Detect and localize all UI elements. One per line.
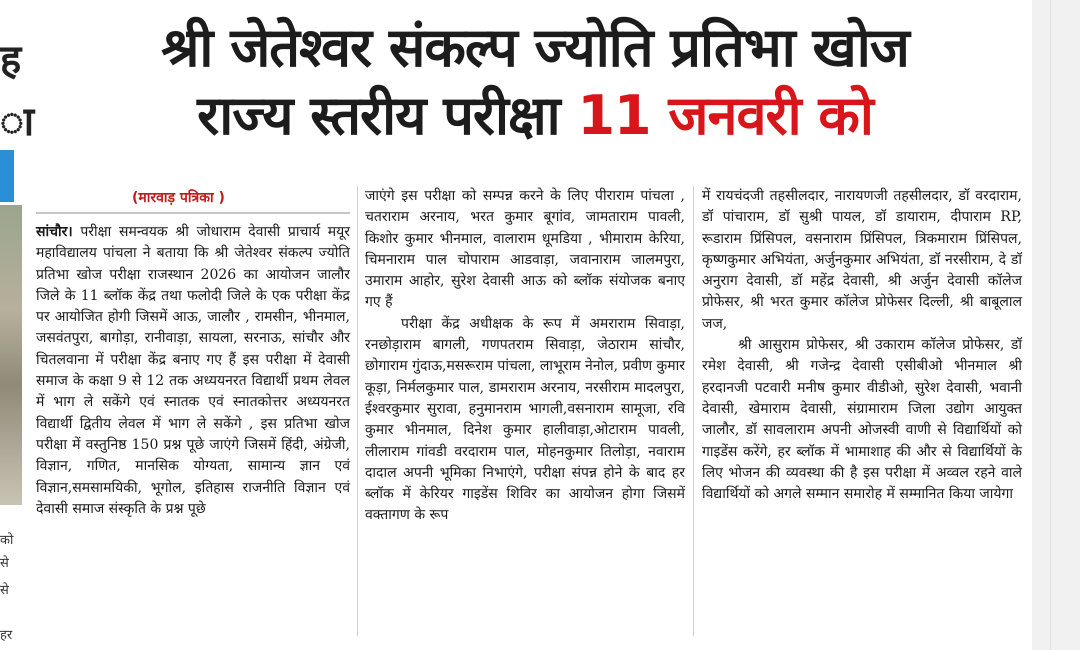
source-row xyxy=(36,186,350,222)
headline-line-2 xyxy=(40,82,1030,150)
article-paragraph: श्री आसुराम प्रोफेसर, श्री उकाराम कॉलेज प्रोफेसर, डॉ रमेश देवासी, श्री गजेन्द्र देवासी एसीबीओ भीनमाल श्री हरदानजी पटवारी मनीष कुमार वीडीओ, सुरेश देवासी, भवानी देवासी, खेमाराम देवासी, संग्रामाराम जिला उद्योग आयुक्त जालौर, डॉ सावलाराम अपनी ओजस्वी वाणी से विद्यार्थियों को गाइडेंस करेंगे, हर ब्लॉक में भामाशाह की और से विद्यार्थियों के लिए भोजन की व्यवस्था की है इस परीक्षा में अव्वल रहने वाले विद्यार्थियों को अगले सम्मान समारोह में सम्मानित किया जायेगा xyxy=(702,337,1022,503)
page-margin xyxy=(1032,0,1080,650)
article-text: परीक्षा समन्वयक श्री जोधाराम देवासी प्राचार्य मयूर महाविद्यालय पांचला ने बताया कि श्री जेतेश्वर संकल्प ज्योति प्रतिभा खोज परीक्षा राजस्थान 2026 का आयोजन जालौर जिले के 11 ब्लॉक केंद्र तथा फलोदी जिले के एक परीक्षा केंद्र पर आयोजित होगी जिसमें आऊ, जालौर , रामसीन, भीनमाल, जसवंतपुरा, बागोड़ा, रानीवाड़ा, सायला, सरनाऊ, सांचौर और चितलवाना में परीक्षा केंद्र बनाए गए हैं इस परीक्षा में देवासी समाज के कक्षा 9 से 12 तक अध्ययनरत विद्यार्थी प्रथम लेवल में भाग ले सकेंगे एवं स्नातक एवं स्नातकोत्तर अध्ययनरत विद्यार्थी द्वितीय लेवल में भाग ले सकेंगे , इस प्रतिभा खोज परीक्षा में वस्तुनिष्ठ 150 प्रश्न पूछे जाएंगे जिसमें हिंदी, अंग्रेजी, विज्ञान, गणित, मानसिक योग्यता, सामान्य ज्ञान एवं विज्ञान,समसामयिकी, भूगोल, इतिहास राजनीति विज्ञान एवं देवासी समाज संस्कृति के प्रश्न पूछे xyxy=(36,224,350,517)
adjacent-headline-fragment: ह xyxy=(0,37,22,83)
source-credit: (मारवाड़ पत्रिका ) xyxy=(128,188,229,209)
source-rule xyxy=(36,212,350,214)
article-column-2 xyxy=(365,186,685,642)
adjacent-headline-fragment: ा xyxy=(0,99,35,145)
column-divider xyxy=(693,186,694,636)
article-paragraph: परीक्षा केंद्र अधीक्षक के रूप में अमराराम सिवाड़ा, रनछोड़ाराम बागली, गणपतराम सिवाड़ा, जेठाराम सांचौर, छोगाराम गुंदाऊ,मसरूराम पांचला, लाभूराम नेनोल, प्रवीण कुमार कूड़ा, निर्मलकुमार पाल, डामराराम अरनाय, नरसीराम मादलपुरा, ईश्वरकुमार सुरावा, हनुमानराम भागली,वसनाराम सामूजा, रवि कुमार भीनमाल, दिनेश कुमार हालीवाड़ा,ओटाराम पावली, लीलाराम गांवडी वरदाराम पाल, मोहनकुमार तिलोड़ा, नवाराम दादाल अपनी भूमिका निभाएंगे, परीक्षा संपन्न होने के बाद हर ब्लॉक में केरियर गाइडेंस शिविर का आयोजन होगा जिसमें वक्तागण के रूप xyxy=(365,315,685,524)
adjacent-photo xyxy=(0,205,22,505)
article-column-1 xyxy=(36,186,350,642)
adjacent-text-fragment: हर xyxy=(0,628,13,643)
adjacent-text-fragment: को xyxy=(0,533,14,548)
article-paragraph xyxy=(36,222,350,520)
adjacent-column-fragment xyxy=(0,0,35,650)
dateline: सांचौर। xyxy=(36,224,73,240)
article-paragraph: जाएंगे इस परीक्षा को सम्पन्न करने के लिए पीराराम पांचला , चतराराम अरनाय, भरत कुमार बूगांव, जामताराम पावली, किशोर कुमार भीनमाल, वालाराम धूमडिया , भीमाराम केरिया, चिमनाराम पाल चोपाराम आडवाड़ा, जवानाराम जालमपुरा, उमाराम आहोर, सुरेश देवासी आऊ को ब्लॉक संयोजक बनाए गए हैं xyxy=(365,188,685,311)
headline xyxy=(40,14,1030,150)
headline-line-1: श्री जेतेश्वर संकल्प ज्योति प्रतिभा खोज xyxy=(161,16,909,79)
article-paragraph: में रायचंदजी तहसीलदार, नारायणजी तहसीलदार, डॉ वरदाराम, डॉ पांचाराम, डॉ सुश्री पायल, डॉ डायाराम, दीपाराम RP, रूडाराम प्रिंसिपल, वसनाराम प्रिंसिपल, त्रिकमाराम प्रिंसिपल, कृष्णकुमार अभियंता, अर्जुनकुमार अभियंता, डॉ नरसीराम, दे डॉ अनुराग देवासी, डॉ महेंद्र देवासी, श्री अर्जुन देवासी कॉलेज प्रोफेसर, श्री भरत कुमार कॉलेज प्रोफेसर दिल्ली, श्री बाबूलाल जज, xyxy=(702,188,1022,332)
adjacent-text-fragment: से xyxy=(0,583,9,598)
adjacent-blue-banner xyxy=(0,150,14,202)
headline-line-2-prefix: राज्य स्तरीय परीक्षा xyxy=(197,84,560,147)
adjacent-text-fragment: से xyxy=(0,556,9,571)
article-column-3 xyxy=(702,186,1022,642)
headline-date-highlight: 11 जनवरी को xyxy=(577,84,873,147)
column-divider xyxy=(357,186,358,636)
